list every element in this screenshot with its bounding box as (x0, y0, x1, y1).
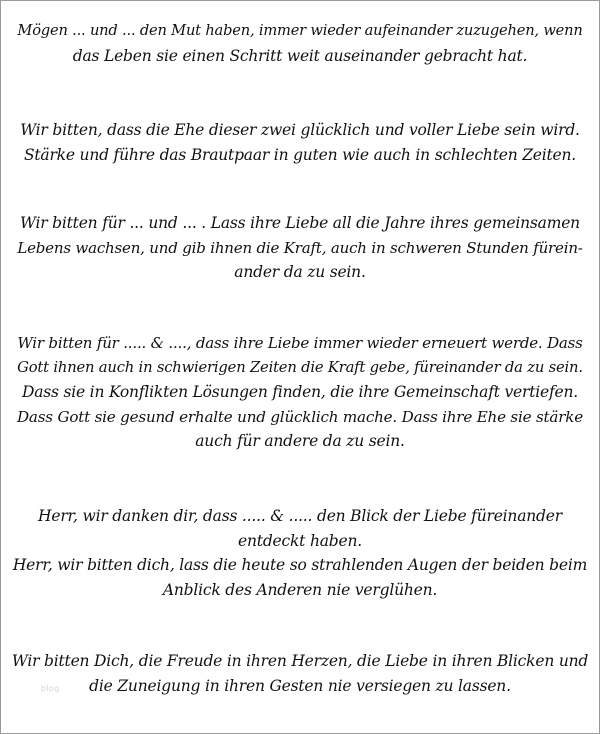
text-line: ander da zu sein. (234, 263, 366, 281)
text-line: Wir bitten Dich, die Freude in ihren Herzen, die Liebe in ihren Blicken und (11, 652, 589, 670)
text-line: Dass Gott sie gesund erhalte und glücklich mache. Dass ihre Ehe sie stärke (16, 407, 583, 426)
watermark: blog (41, 684, 60, 693)
paragraph-3 (11, 211, 589, 285)
text-line: Dass sie in Konflikten Lösungen finden, die ihre Gemeinschaft vertiefen. (21, 383, 579, 401)
text-line: entdeckt haben. (238, 531, 362, 550)
text-line: Wir bitten für ..... & ...., dass ihre Liebe immer wieder erneuert werde. Dass (17, 334, 583, 352)
paragraph-6 (11, 649, 589, 698)
text-line: Herr, wir bitten dich, lass die heute so strahlenden Augen der beiden beim (12, 556, 588, 574)
paragraph-5 (11, 504, 589, 602)
text-line: Anblick des Anderen nie verglühen. (162, 580, 438, 599)
text-line: Gott ihnen auch in schwierigen Zeiten die Kraft gebe, füreinander da zu sein. (17, 358, 583, 376)
paragraph-4 (11, 331, 589, 454)
text-line: Wir bitten, dass die Ehe dieser zwei glücklich und voller Liebe sein wird. (20, 121, 580, 139)
paragraph-1 (11, 19, 589, 68)
text-line: auch für andere da zu sein. (195, 432, 405, 450)
text-line: Mögen ... und ... den Mut haben, immer wieder aufeinander zuzugehen, wenn (17, 22, 583, 39)
text-line: Lebens wachsen, und gib ihnen die Kraft, auch in schweren Stunden fürein- (17, 238, 583, 257)
text-line: Herr, wir danken dir, dass ..... & ..... den Blick der Liebe füreinander (38, 507, 562, 525)
text-line: das Leben sie einen Schritt weit auseinander gebracht hat. (72, 46, 528, 65)
text-line: die Zuneigung in ihren Gesten nie versiegen zu lassen. (89, 676, 511, 695)
text-line: Stärke und führe das Brautpaar in guten wie auch in schlechten Zeiten. (23, 145, 577, 164)
paragraph-2 (11, 118, 589, 167)
text-line: Wir bitten für ... und ... . Lass ihre Liebe all die Jahre ihres gemeinsamen (20, 214, 580, 232)
